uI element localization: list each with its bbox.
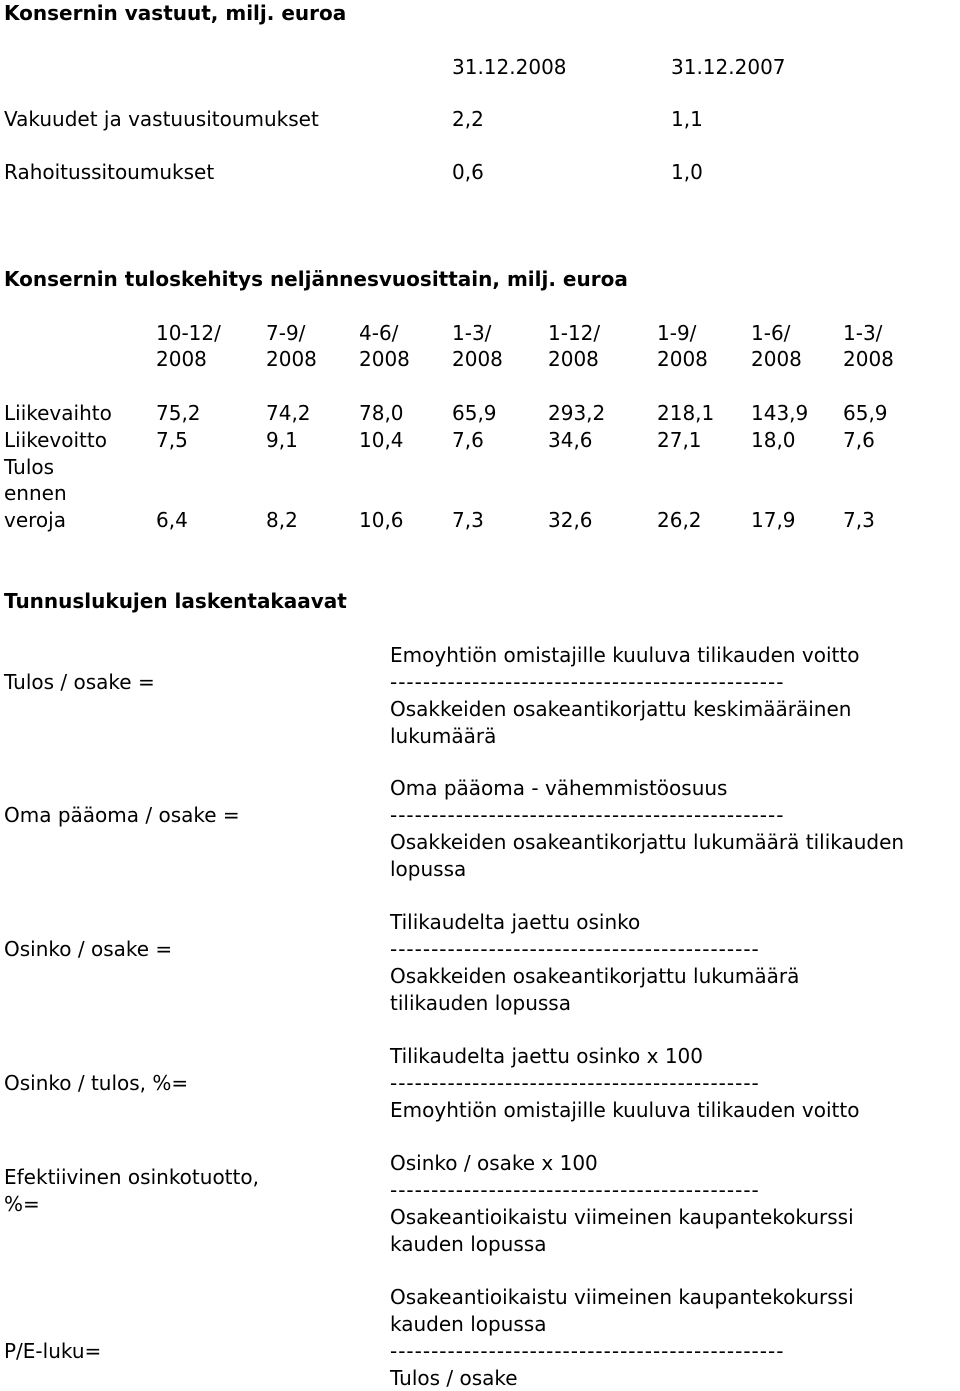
row-value: 18,0 xyxy=(751,428,796,452)
row-label: Liikevaihto xyxy=(4,401,112,425)
row-value-vakuudet-2007: 1,1 xyxy=(671,107,703,131)
formula-line: Tilikaudelta jaettu osinko xyxy=(390,910,641,934)
period-header-bottom: 2008 xyxy=(548,347,599,371)
formula-name: Osinko / osake = xyxy=(4,937,173,961)
row-label: ennen xyxy=(4,481,67,505)
row-value: 27,1 xyxy=(657,428,702,452)
row-label: Liikevoitto xyxy=(4,428,107,452)
period-header-top: 10-12/ xyxy=(156,321,221,345)
row-value: 143,9 xyxy=(751,401,809,425)
row-value: 74,2 xyxy=(266,401,311,425)
row-value: 7,3 xyxy=(843,508,875,532)
row-value: 7,3 xyxy=(452,508,484,532)
col-header-2008: 31.12.2008 xyxy=(452,55,567,79)
row-label-vakuudet: Vakuudet ja vastuusitoumukset xyxy=(4,107,319,131)
formula-line: Osakkeiden osakeantikorjattu lukumäärä xyxy=(390,964,800,988)
row-value: 65,9 xyxy=(843,401,888,425)
row-value-vakuudet-2008: 2,2 xyxy=(452,107,484,131)
row-value: 6,4 xyxy=(156,508,188,532)
formula-divider: --------------------------------------------- xyxy=(390,937,760,961)
formula-name: Osinko / tulos, %= xyxy=(4,1071,189,1095)
period-header-top: 1-6/ xyxy=(751,321,791,345)
period-header-top: 1-3/ xyxy=(843,321,883,345)
formula-line: Emoyhtiön omistajille kuuluva tilikauden voitto xyxy=(390,643,860,667)
row-value: 7,6 xyxy=(452,428,484,452)
formula-divider: --------------------------------------------- xyxy=(390,1178,760,1202)
formula-name: Oma pääoma / osake = xyxy=(4,803,240,827)
row-value: 7,6 xyxy=(843,428,875,452)
period-header-bottom: 2008 xyxy=(156,347,207,371)
formula-line: Tulos / osake xyxy=(390,1366,518,1390)
section-heading-formulas: Tunnuslukujen laskentakaavat xyxy=(4,589,347,613)
row-label-rahoitus: Rahoitussitoumukset xyxy=(4,160,215,184)
period-header-bottom: 2008 xyxy=(266,347,317,371)
formula-line: Oma pääoma - vähemmistöosuus xyxy=(390,776,728,800)
row-value: 26,2 xyxy=(657,508,702,532)
period-header-top: 1-12/ xyxy=(548,321,601,345)
row-label: Tulos xyxy=(4,455,55,479)
row-value: 78,0 xyxy=(359,401,404,425)
period-header-top: 4-6/ xyxy=(359,321,399,345)
formula-line: Osinko / osake x 100 xyxy=(390,1151,598,1175)
formula-line: tilikauden lopussa xyxy=(390,991,571,1015)
formula-name: Tulos / osake = xyxy=(4,670,155,694)
period-header-bottom: 2008 xyxy=(751,347,802,371)
period-header-bottom: 2008 xyxy=(359,347,410,371)
row-value: 293,2 xyxy=(548,401,606,425)
formula-name: P/E-luku= xyxy=(4,1339,102,1363)
formula-name: %= xyxy=(4,1192,40,1216)
formula-divider: --------------------------------------------- xyxy=(390,1071,760,1095)
formula-line: Tilikaudelta jaettu osinko x 100 xyxy=(390,1044,703,1068)
formula-line: Osakkeiden osakeantikorjattu keskimääräinen xyxy=(390,697,852,721)
formula-divider: ------------------------------------------------ xyxy=(390,803,785,827)
period-header-top: 7-9/ xyxy=(266,321,306,345)
period-header-bottom: 2008 xyxy=(657,347,708,371)
section-heading-vastuut: Konsernin vastuut, milj. euroa xyxy=(4,1,347,25)
row-value: 10,6 xyxy=(359,508,404,532)
period-header-top: 1-3/ xyxy=(452,321,492,345)
row-value: 10,4 xyxy=(359,428,404,452)
row-value: 65,9 xyxy=(452,401,497,425)
formula-line: kauden lopussa xyxy=(390,1312,547,1336)
formula-line: Osakeantioikaistu viimeinen kaupantekokurssi xyxy=(390,1205,854,1229)
row-value: 218,1 xyxy=(657,401,715,425)
formula-line: lopussa xyxy=(390,857,467,881)
row-value: 17,9 xyxy=(751,508,796,532)
row-value: 9,1 xyxy=(266,428,298,452)
row-value: 75,2 xyxy=(156,401,201,425)
formula-line: kauden lopussa xyxy=(390,1232,547,1256)
formula-line: Emoyhtiön omistajille kuuluva tilikauden voitto xyxy=(390,1098,860,1122)
period-header-bottom: 2008 xyxy=(452,347,503,371)
section-heading-quarterly: Konsernin tuloskehitys neljännesvuosittain, milj. euroa xyxy=(4,267,628,291)
row-value: 34,6 xyxy=(548,428,593,452)
period-header-bottom: 2008 xyxy=(843,347,894,371)
period-header-top: 1-9/ xyxy=(657,321,697,345)
formula-name: Efektiivinen osinkotuotto, xyxy=(4,1165,259,1189)
row-value: 7,5 xyxy=(156,428,188,452)
row-value: 8,2 xyxy=(266,508,298,532)
row-label: veroja xyxy=(4,508,66,532)
formula-line: lukumäärä xyxy=(390,724,497,748)
col-header-2007: 31.12.2007 xyxy=(671,55,786,79)
formula-divider: ------------------------------------------------ xyxy=(390,1339,785,1363)
row-value-rahoitus-2008: 0,6 xyxy=(452,160,484,184)
formula-line: Osakkeiden osakeantikorjattu lukumäärä tilikauden xyxy=(390,830,905,854)
row-value: 32,6 xyxy=(548,508,593,532)
formula-divider: ------------------------------------------------ xyxy=(390,670,785,694)
formula-line: Osakeantioikaistu viimeinen kaupantekokurssi xyxy=(390,1285,854,1309)
row-value-rahoitus-2007: 1,0 xyxy=(671,160,703,184)
